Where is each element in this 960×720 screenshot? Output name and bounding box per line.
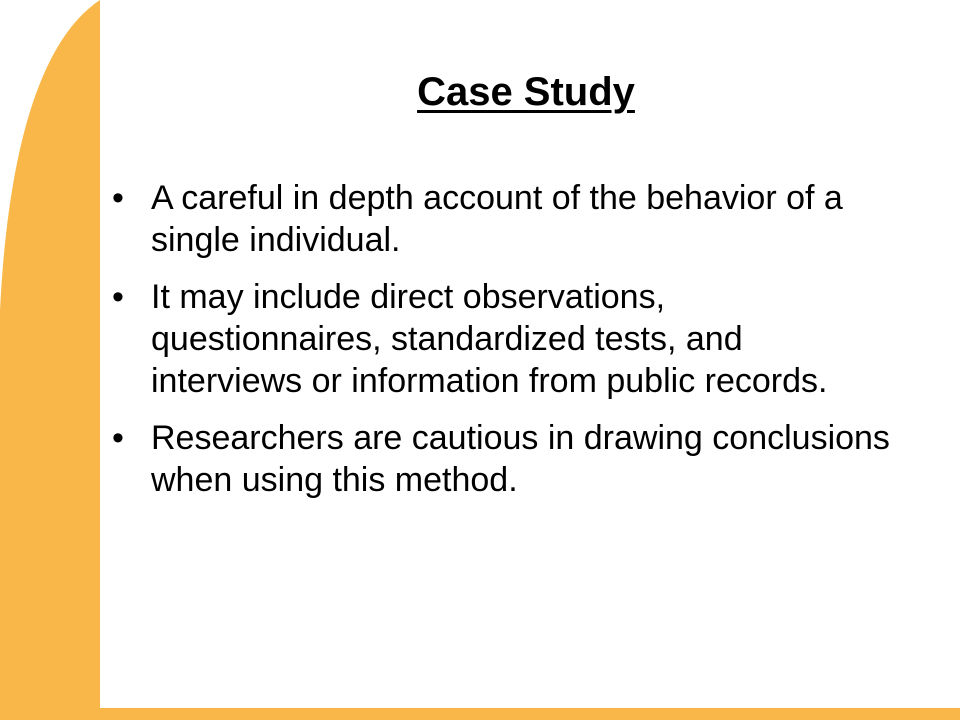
bullet-item xyxy=(112,417,902,501)
orange-bottom-band xyxy=(0,708,960,720)
bullet-item xyxy=(112,177,902,261)
bullet-item xyxy=(112,276,902,402)
slide-title xyxy=(200,64,852,120)
bullet-dot-icon: • xyxy=(112,278,124,316)
bullet-text: Researchers are cautious in drawing conclusions when using this method. xyxy=(151,419,890,499)
bullet-dot-icon: • xyxy=(112,179,124,217)
bullet-text: It may include direct observations, questionnaires, standardized tests, and interviews or information from public records. xyxy=(151,278,828,400)
bullet-list xyxy=(112,177,902,516)
slide-title-text: Case Study xyxy=(417,70,635,114)
bullet-dot-icon: • xyxy=(112,419,124,457)
bullet-text: A careful in depth account of the behavior of a single individual. xyxy=(151,179,843,259)
orange-side-band xyxy=(0,0,100,720)
